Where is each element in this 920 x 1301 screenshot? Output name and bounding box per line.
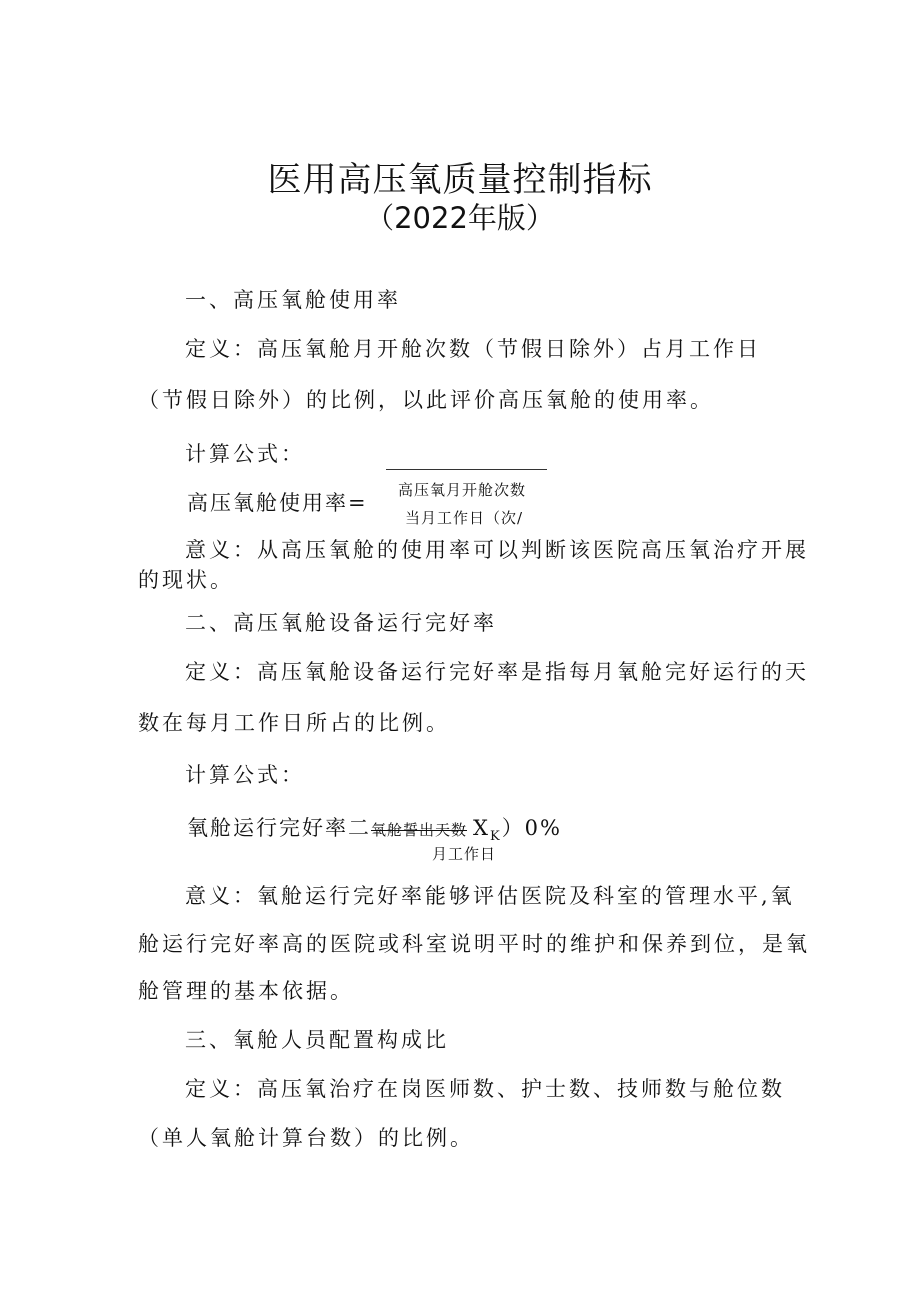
section2-meaning-line1: 意义：氧舱运行完好率能够评估医院及科室的管理水平,氧 — [185, 884, 795, 908]
section3-definition-line1: 定义：高压氧治疗在岗医师数、护士数、技师数与舱位数 — [185, 1077, 785, 1101]
section2-formula-tail: ）0% — [501, 816, 563, 840]
section1-formula-numerator: 高压氧月开舱次数 — [398, 481, 527, 499]
section2-formula-lhs: 氧舱运行完好率二 — [187, 816, 371, 840]
section2-meaning-line2: 舱运行完好率高的医院或科室说明平时的维护和保养到位，是氧 — [138, 932, 810, 956]
section2-formula-label: 计算公式： — [185, 763, 305, 787]
section2-definition-line1: 定义：高压氧舱设备运行完好率是指每月氧舱完好运行的天 — [185, 660, 809, 684]
section2-heading: 二、高压氧舱设备运行完好率 — [185, 611, 497, 635]
section1-meaning-line1: 意义：从高压氧舱的使用率可以判断该医院高压氧治疗开展 — [185, 538, 809, 562]
section1-formula-label: 计算公式： — [185, 442, 305, 466]
section3-heading: 三、氧舱人员配置构成比 — [185, 1028, 449, 1052]
section2-definition-line2: 数在每月工作日所占的比例。 — [138, 711, 450, 735]
section2-meaning-line3: 舱管理的基本依据。 — [138, 979, 354, 1003]
section1-definition-line1: 定义：高压氧舱月开舱次数（节假日除外）占月工作日 — [185, 337, 761, 361]
section1-heading: 一、高压氧舱使用率 — [185, 288, 401, 312]
section1-formula-top-rule — [386, 469, 547, 470]
section2-formula-numerator: 氧舱誓出天数 — [371, 821, 468, 839]
section3-definition-line2: （单人氧舱计算台数）的比例。 — [138, 1126, 474, 1150]
document-title: 医用高压氧质量控制指标 — [267, 160, 653, 200]
section2-formula-x-sub: K — [489, 829, 502, 845]
document-subtitle: （2022年版） — [365, 201, 555, 235]
section1-formula-lhs: 高压氧舱使用率= — [187, 491, 368, 515]
section2-formula-x: X — [473, 816, 490, 840]
section1-definition-line2: （节假日除外）的比例，以此评价高压氧舱的使用率。 — [138, 388, 714, 412]
section2-formula — [187, 812, 562, 844]
section1-meaning-line2: 的现状。 — [138, 568, 234, 592]
section2-formula-denominator: 月工作日 — [432, 845, 497, 863]
section1-formula-denominator: 当月工作日（次/ — [405, 509, 524, 527]
